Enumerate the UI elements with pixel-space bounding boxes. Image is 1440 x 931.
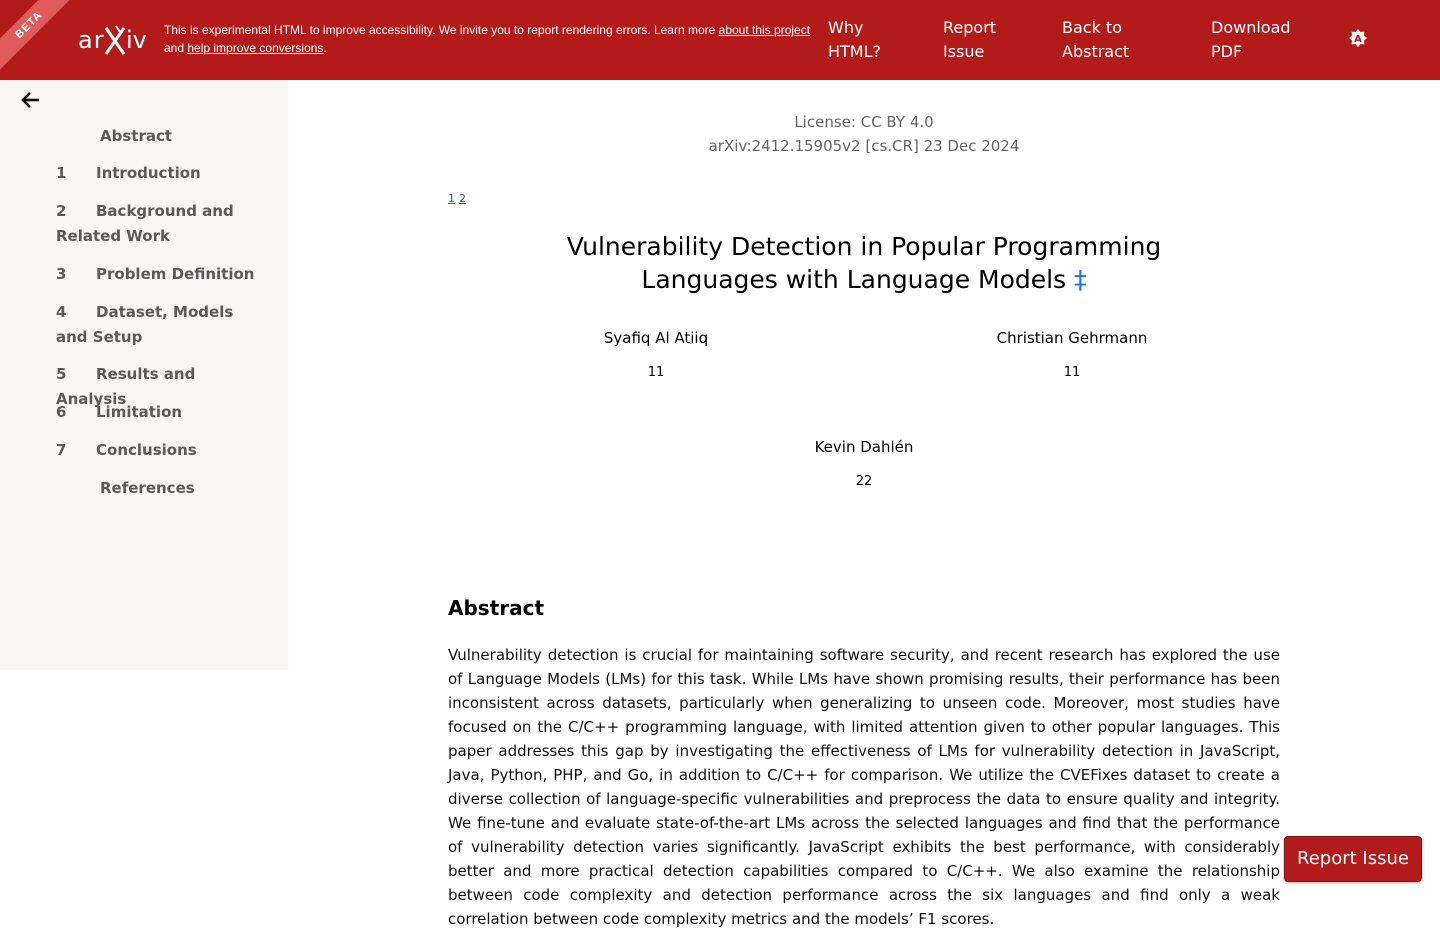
toc-item-problem-definition[interactable]: 3 Problem Definition: [56, 265, 255, 283]
author-affiliation: 11: [647, 365, 665, 380]
toc-item-dataset[interactable]: 4 Dataset, Models and Setup: [56, 303, 234, 346]
toc-item-abstract[interactable]: Abstract: [100, 127, 173, 145]
paper-title-text: Vulnerability Detection in Popular Programming Languages with Language Models: [566, 232, 1162, 294]
back-to-abstract-link[interactable]: Back to Abstract: [1062, 18, 1130, 61]
svg-text:ar: ar: [78, 26, 105, 54]
abstract-heading: Abstract: [448, 596, 545, 620]
title-footnote-mark[interactable]: ‡: [1074, 265, 1087, 294]
footnote-refs: [448, 192, 470, 205]
toc-item-limitation[interactable]: 6 Limitation: [56, 403, 183, 421]
toc-item-references[interactable]: References: [100, 479, 195, 497]
paper-title: [520, 230, 1208, 296]
author-name: Christian Gehrmann: [996, 329, 1148, 347]
toc-item-conclusions[interactable]: 7 Conclusions: [56, 441, 197, 459]
notice-end: .: [323, 41, 327, 55]
beta-ribbon: BETA: [0, 0, 83, 79]
theme-toggle-icon[interactable]: [1348, 28, 1368, 48]
footnote-ref-2[interactable]: 2: [459, 192, 466, 205]
author-name: Syafiq Al Atiiq: [603, 329, 709, 347]
author-affiliation: 22: [855, 474, 873, 489]
report-issue-link[interactable]: Report Issue: [943, 18, 997, 61]
top-banner: [0, 0, 1440, 80]
notice-and: and: [164, 41, 188, 55]
report-issue-button[interactable]: Report Issue: [1284, 836, 1422, 882]
author-affiliation: 11: [1063, 365, 1081, 380]
svg-text:iv: iv: [126, 26, 147, 54]
arxiv-logo[interactable]: [76, 20, 154, 60]
arxiv-id: arXiv:2412.15905v2 [cs.CR] 23 Dec 2024: [708, 137, 1020, 155]
author-name: Kevin Dahlén: [814, 438, 914, 456]
svg-text:A: A: [1354, 34, 1362, 45]
footnote-ref-1[interactable]: 1: [448, 192, 455, 205]
arrow-left-icon[interactable]: [20, 90, 42, 110]
abstract-text: Vulnerability detection is crucial for maintaining software security, and recent research has explored the use of Language Models (LMs) for this task. While LMs have shown promising results, their performance has been inconsistent across datasets, particularly when generalizing to unseen code. Moreover, most studies have focused on the C/C++ programming language, with limited attention given to other popular languages. This paper addresses this gap by investigating the effectiveness of LMs for vulnerability detection in JavaScript, Java, Python, PHP, and Go, in addition to C/C++ for comparison. We utilize the CVEFixes dataset to create a diverse collection of language-specific vulnerabilities and preprocess the data to ensure quality and integrity. We fine-tune and evaluate state-of-the-art LMs across the selected languages and find that the performance of vulnerability detection varies significantly. JavaScript exhibits the best performance, with considerably better and more practical detection capabilities compared to C/C++. We also examine the relationship between code complexity and detection performance across the six languages and find only a weak correlation between code complexity metrics and the models’ F1 scores.: [448, 646, 1280, 928]
notice-text: This is experimental HTML to improve accessibility. We invite you to report rendering errors. Learn more: [164, 23, 719, 37]
experimental-notice: [164, 21, 814, 57]
toc-item-background[interactable]: 2 Background and Related Work: [56, 202, 234, 245]
help-improve-link[interactable]: help improve conversions: [187, 41, 324, 55]
license-text: License: CC BY 4.0: [794, 113, 934, 131]
why-html-link[interactable]: Why HTML?: [828, 18, 882, 61]
toc-item-results[interactable]: 5 Results and Analysis: [56, 365, 196, 408]
about-project-link[interactable]: about this project: [718, 23, 811, 37]
toc-sidebar: [0, 80, 288, 670]
toc-item-introduction[interactable]: 1 Introduction: [56, 164, 201, 182]
download-pdf-link[interactable]: Download PDF: [1211, 18, 1291, 61]
